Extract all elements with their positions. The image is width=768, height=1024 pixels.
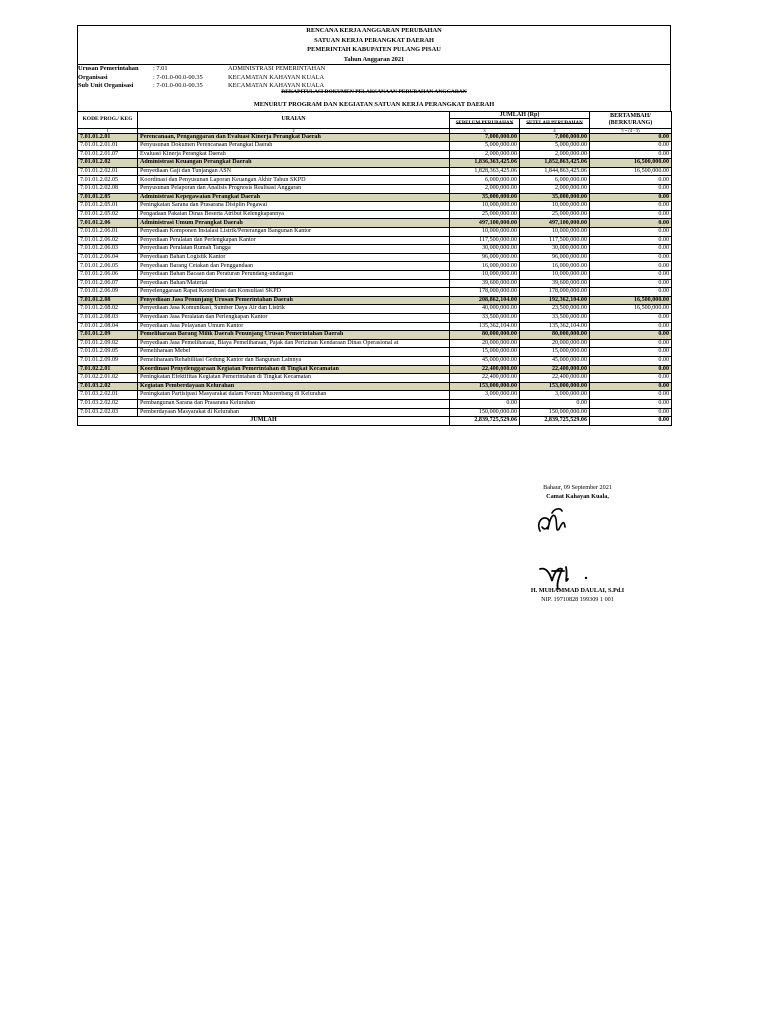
report-sheet bbox=[77, 25, 671, 426]
cell-uraian: Kegiatan Pemberdayaan Kelurahan bbox=[138, 382, 450, 391]
signature-place-date: Bahaur, 09 September 2021 bbox=[543, 484, 612, 491]
sub-header-strike: REKAPITULASI DOKUMEN PELAKSANAAN PERUBAHAN ANGGARAN bbox=[281, 88, 467, 94]
info-value: : 7.01 bbox=[153, 65, 168, 72]
table-row bbox=[78, 399, 672, 408]
cell-uraian: Penyediaan Bahan Bacaan dan Peraturan Perundang-undangan bbox=[138, 271, 450, 280]
cell-uraian: Penyelenggaraan Rapat Koordinasi dan Konsultasi SKPD bbox=[138, 288, 450, 297]
cell-uraian: Pemberdayaan Masyarakat di Kelurahan bbox=[138, 408, 450, 417]
info-block bbox=[77, 64, 671, 91]
cell-uraian: Pengadaan Pakaian Dinas Beserta Atribut Kelengkapannya bbox=[138, 210, 450, 219]
cell-sebelum: 40,000,000.00 bbox=[450, 305, 520, 314]
cell-uraian: Penyediaan Jasa Peralatan dan Perlengkapan Kantor bbox=[138, 313, 450, 322]
table-row bbox=[78, 322, 672, 331]
cell-sebelum: 178,000,000.00 bbox=[450, 288, 520, 297]
cell-selisih: 0.00 bbox=[590, 245, 672, 254]
cell-selisih: 0.00 bbox=[590, 210, 672, 219]
cell-setelah: 178,000,000.00 bbox=[520, 288, 590, 297]
signature-title: Camat Kahayan Kuala, bbox=[546, 493, 609, 500]
cell-uraian: Koordinasi Penyelenggaraan Kegiatan Pemerintahan di Tingkat Kecamatan bbox=[138, 365, 450, 374]
cell-uraian: Administrasi Umum Perangkat Daerah bbox=[138, 219, 450, 228]
cell-uraian: Pemeliharaan Mebel bbox=[138, 348, 450, 357]
cell-kode: 7.01.01.2.08.02 bbox=[78, 305, 138, 314]
cell-selisih: 0.00 bbox=[590, 322, 672, 331]
cell-selisih: 0.00 bbox=[590, 236, 672, 245]
table-row bbox=[78, 279, 672, 288]
total-selisih: 0.00 bbox=[590, 417, 672, 426]
cell-setelah: 150,000,000.00 bbox=[520, 408, 590, 417]
cell-selisih: 0.00 bbox=[590, 374, 672, 383]
cell-setelah: 30,000,000.00 bbox=[520, 245, 590, 254]
program-row bbox=[78, 365, 672, 374]
cell-setelah: 2,000,000.00 bbox=[520, 150, 590, 159]
cell-uraian: Penyediaan Komponen Instalasi Listrik/Penerangan Bangunan Kantor bbox=[138, 228, 450, 237]
cell-sebelum: 6,000,000.00 bbox=[450, 176, 520, 185]
info-value: : 7-01.0-00.0-00.35 bbox=[153, 73, 203, 81]
cell-selisih: 0.00 bbox=[590, 228, 672, 237]
cell-kode: 7.01.01.2.06.05 bbox=[78, 262, 138, 271]
cell-setelah: 39,600,000.00 bbox=[520, 279, 590, 288]
table-row bbox=[78, 348, 672, 357]
cell-setelah: 80,000,000.00 bbox=[520, 331, 590, 340]
cell-selisih: 0.00 bbox=[590, 313, 672, 322]
cell-setelah: 0.00 bbox=[520, 399, 590, 408]
cell-sebelum: 16,000,000.00 bbox=[450, 262, 520, 271]
cell-kode: 7.01.01.2.09.02 bbox=[78, 339, 138, 348]
col-uraian-header: URAIAN bbox=[138, 111, 450, 128]
cell-uraian: Penyediaan Barang Cetakan dan Penggandaan bbox=[138, 262, 450, 271]
cell-uraian: Peningkatan Partisipasi Masyarakat dalam Forum Musrenbang di Kelurahan bbox=[138, 391, 450, 400]
cell-uraian: Penyediaan Jasa Pelayanan Umum Kantor bbox=[138, 322, 450, 331]
cell-selisih: 0.00 bbox=[590, 365, 672, 374]
total-sebelum: 2,839,725,529.06 bbox=[450, 417, 520, 426]
cell-setelah: 20,000,000.00 bbox=[520, 339, 590, 348]
signatory-nip: NIP. 19710828 199309 1 001 bbox=[541, 596, 614, 603]
col-number: 2 bbox=[138, 128, 450, 133]
cell-uraian: Peningkatan Sarana dan Prasarana Disiplin Pegawai bbox=[138, 202, 450, 211]
col-number: 5 = (4 - 3) bbox=[590, 128, 672, 133]
cell-uraian: Koordinasi dan Penyusunan Laporan Keuangan Akhir Tahun SKPD bbox=[138, 176, 450, 185]
table-row bbox=[78, 262, 672, 271]
cell-sebelum: 10,000,000.00 bbox=[450, 202, 520, 211]
cell-setelah: 6,000,000.00 bbox=[520, 176, 590, 185]
cell-selisih: 0.00 bbox=[590, 391, 672, 400]
cell-setelah: 15,000,000.00 bbox=[520, 348, 590, 357]
col-jumlah-header: JUMLAH (Rp) bbox=[450, 111, 590, 118]
cell-selisih: 0.00 bbox=[590, 202, 672, 211]
cell-kode: 7.01.01.2.02.01 bbox=[78, 167, 138, 176]
cell-sebelum: 0.00 bbox=[450, 399, 520, 408]
cell-sebelum: 1,828,363,425.06 bbox=[450, 167, 520, 176]
cell-sebelum: 135,362,104.00 bbox=[450, 322, 520, 331]
table-row bbox=[78, 391, 672, 400]
col-sebelum-header: SEBELUM PERUBAHAN bbox=[450, 118, 520, 128]
cell-uraian: Penyediaan Bahan/Material bbox=[138, 279, 450, 288]
cell-uraian: Penyediaan Gaji dan Tunjangan ASN bbox=[138, 167, 450, 176]
cell-kode: 7.01.01.2.09 bbox=[78, 331, 138, 340]
cell-uraian: Pembangunan Sarana dan Prasarana Kelurahan bbox=[138, 399, 450, 408]
table-body bbox=[78, 133, 672, 417]
cell-selisih: 0.00 bbox=[590, 142, 672, 151]
cell-selisih: 0.00 bbox=[590, 399, 672, 408]
cell-sebelum: 20,000,000.00 bbox=[450, 339, 520, 348]
cell-sebelum: 30,000,000.00 bbox=[450, 245, 520, 254]
col-number: 3 bbox=[450, 128, 520, 133]
cell-setelah: 3,000,000.00 bbox=[520, 391, 590, 400]
program-row bbox=[78, 331, 672, 340]
header-line-3: PEMERINTAH KABUPATEN PULANG PISAU bbox=[307, 46, 441, 53]
cell-setelah: 22,400,000.00 bbox=[520, 365, 590, 374]
cell-sebelum: 7,000,000.00 bbox=[450, 133, 520, 142]
info-desc: KECAMATAN KAHAYAN KUALA bbox=[228, 73, 325, 81]
cell-uraian: Penyusunan Dokumen Perencanaan Perangkat Daerah bbox=[138, 142, 450, 151]
cell-setelah: 33,500,000.00 bbox=[520, 313, 590, 322]
cell-sebelum: 497,100,000.00 bbox=[450, 219, 520, 228]
cell-setelah: 2,000,000.00 bbox=[520, 185, 590, 194]
program-row bbox=[78, 296, 672, 305]
cell-selisih: 0.00 bbox=[590, 356, 672, 365]
cell-uraian: Administrasi Keuangan Perangkat Daerah bbox=[138, 159, 450, 168]
cell-setelah: 192,362,104.00 bbox=[520, 296, 590, 305]
table-row bbox=[78, 228, 672, 237]
cell-kode: 7.01.01.2.06.04 bbox=[78, 253, 138, 262]
cell-kode: 7.01.01.2.09.09 bbox=[78, 356, 138, 365]
cell-selisih: 0.00 bbox=[590, 271, 672, 280]
info-desc: KECAMATAN KAHAYAN KUALA bbox=[228, 82, 325, 89]
handwritten-signature-1 bbox=[532, 505, 572, 537]
table-row bbox=[78, 185, 672, 194]
cell-sebelum: 10,000,000.00 bbox=[450, 271, 520, 280]
cell-sebelum: 39,600,000.00 bbox=[450, 279, 520, 288]
report-header bbox=[77, 25, 671, 64]
cell-setelah: 7,000,000.00 bbox=[520, 133, 590, 142]
cell-kode: 7.01.01.2.05.01 bbox=[78, 202, 138, 211]
cell-setelah: 16,000,000.00 bbox=[520, 262, 590, 271]
cell-uraian: Peningkatan Efektifitas Kegiatan Pemerintahan di Tingkat Kecamatan bbox=[138, 374, 450, 383]
cell-setelah: 10,000,000.00 bbox=[520, 271, 590, 280]
cell-sebelum: 35,000,000.00 bbox=[450, 193, 520, 202]
table-row bbox=[78, 288, 672, 297]
cell-sebelum: 80,000,000.00 bbox=[450, 331, 520, 340]
col-bertambah-header: BERTAMBAH/ (BERKURANG) bbox=[590, 111, 672, 128]
cell-kode: 7.01.01.2.02.08 bbox=[78, 185, 138, 194]
cell-sebelum: 153,000,000.00 bbox=[450, 382, 520, 391]
program-row bbox=[78, 219, 672, 228]
cell-kode: 7.01.03.2.02 bbox=[78, 382, 138, 391]
col-setelah-header: SETELAH PERUBAHAN bbox=[520, 118, 590, 128]
cell-kode: 7.01.01.2.06.03 bbox=[78, 245, 138, 254]
cell-kode: 7.01.03.2.02.02 bbox=[78, 399, 138, 408]
cell-selisih: 0.00 bbox=[590, 185, 672, 194]
cell-kode: 7.01.01.2.06.02 bbox=[78, 236, 138, 245]
cell-kode: 7.01.02.2.01 bbox=[78, 365, 138, 374]
info-row-urusan bbox=[78, 65, 670, 74]
cell-selisih: 0.00 bbox=[590, 348, 672, 357]
cell-selisih: 0.00 bbox=[590, 193, 672, 202]
cell-kode: 7.01.03.2.02.01 bbox=[78, 391, 138, 400]
cell-sebelum: 96,000,000.00 bbox=[450, 253, 520, 262]
cell-kode: 7.01.01.2.05.02 bbox=[78, 210, 138, 219]
cell-sebelum: 1,836,363,425.06 bbox=[450, 159, 520, 168]
cell-selisih: 16,500,000.00 bbox=[590, 167, 672, 176]
table-row bbox=[78, 356, 672, 365]
header-line-2: SATUAN KERJA PERANGKAT DAERAH bbox=[314, 36, 434, 44]
table-row bbox=[78, 202, 672, 211]
sub-header bbox=[77, 88, 671, 111]
budget-table bbox=[77, 111, 672, 426]
cell-sebelum: 2,000,000.00 bbox=[450, 185, 520, 194]
cell-setelah: 135,362,104.00 bbox=[520, 322, 590, 331]
table-row bbox=[78, 210, 672, 219]
cell-selisih: 0.00 bbox=[590, 408, 672, 417]
program-row bbox=[78, 382, 672, 391]
cell-selisih: 0.00 bbox=[590, 279, 672, 288]
cell-kode: 7.01.01.2.01.01 bbox=[78, 142, 138, 151]
table-row bbox=[78, 150, 672, 159]
cell-selisih: 0.00 bbox=[590, 382, 672, 391]
cell-sebelum: 15,000,000.00 bbox=[450, 348, 520, 357]
cell-selisih: 0.00 bbox=[590, 262, 672, 271]
info-label: Sub Unit Organisasi bbox=[78, 82, 134, 89]
cell-uraian: Pemeliharaan Barang Milik Daerah Penunjang Urusan Pemerintahan Daerah bbox=[138, 331, 450, 340]
cell-setelah: 25,000,000.00 bbox=[520, 210, 590, 219]
cell-kode: 7.01.01.2.01.07 bbox=[78, 150, 138, 159]
program-row bbox=[78, 159, 672, 168]
cell-selisih: 16,500,000.00 bbox=[590, 296, 672, 305]
cell-sebelum: 33,500,000.00 bbox=[450, 313, 520, 322]
table-row bbox=[78, 142, 672, 151]
cell-uraian: Penyediaan Peralatan dan Perlengkapan Kantor bbox=[138, 236, 450, 245]
col-kode-header: KODE PROG./ KEG bbox=[78, 111, 138, 128]
cell-selisih: 0.00 bbox=[590, 219, 672, 228]
cell-sebelum: 25,000,000.00 bbox=[450, 210, 520, 219]
cell-uraian: Administrasi Kepegawaian Perangkat Daerah bbox=[138, 193, 450, 202]
cell-uraian: Penyediaan Jasa Pemeliharaan, Biaya Pemeliharaan, Pajak dan Perizinan Kendaraan Dinas Operasional at bbox=[138, 339, 450, 348]
total-row bbox=[78, 417, 672, 426]
info-value: : 7-01.0-00.0-00.35 bbox=[153, 82, 203, 89]
program-row bbox=[78, 133, 672, 142]
cell-kode: 7.01.01.2.05 bbox=[78, 193, 138, 202]
table-row bbox=[78, 305, 672, 314]
table-row bbox=[78, 374, 672, 383]
cell-setelah: 497,100,000.00 bbox=[520, 219, 590, 228]
table-row bbox=[78, 408, 672, 417]
cell-selisih: 16,500,000.00 bbox=[590, 305, 672, 314]
cell-setelah: 23,500,000.00 bbox=[520, 305, 590, 314]
table-row bbox=[78, 313, 672, 322]
cell-kode: 7.01.03.2.02.03 bbox=[78, 408, 138, 417]
cell-selisih: 0.00 bbox=[590, 339, 672, 348]
cell-setelah: 1,844,863,425.06 bbox=[520, 167, 590, 176]
cell-setelah: 10,000,000.00 bbox=[520, 228, 590, 237]
info-row-organisasi bbox=[78, 74, 670, 83]
table-row bbox=[78, 167, 672, 176]
table-row bbox=[78, 176, 672, 185]
cell-setelah: 35,000,000.00 bbox=[520, 193, 590, 202]
cell-kode: 7.01.02.2.01.02 bbox=[78, 374, 138, 383]
cell-uraian: Penyusunan Pelaporan dan Analisis Prognosis Realisasi Anggaran bbox=[138, 185, 450, 194]
cell-uraian: Perencanaan, Penganggaran dan Evaluasi Kinerja Perangkat Daerah bbox=[138, 133, 450, 142]
cell-uraian: Evaluasi Kinerja Perangkat Daerah bbox=[138, 150, 450, 159]
cell-sebelum: 10,000,000.00 bbox=[450, 228, 520, 237]
cell-selisih: 0.00 bbox=[590, 331, 672, 340]
table-row bbox=[78, 245, 672, 254]
cell-sebelum: 45,000,000.00 bbox=[450, 356, 520, 365]
cell-setelah: 5,000,000.00 bbox=[520, 142, 590, 151]
cell-sebelum: 208,862,104.00 bbox=[450, 296, 520, 305]
cell-setelah: 45,000,000.00 bbox=[520, 356, 590, 365]
program-row bbox=[78, 193, 672, 202]
cell-kode: 7.01.01.2.09.05 bbox=[78, 348, 138, 357]
cell-kode: 7.01.01.2.06 bbox=[78, 219, 138, 228]
table-row bbox=[78, 236, 672, 245]
cell-kode: 7.01.01.2.08 bbox=[78, 296, 138, 305]
cell-sebelum: 5,000,000.00 bbox=[450, 142, 520, 151]
header-line-4: Tahun Anggaran 2021 bbox=[343, 55, 405, 63]
info-desc: ADMINISTRASI PEMERINTAHAN bbox=[228, 65, 326, 72]
table-row bbox=[78, 339, 672, 348]
cell-selisih: 16,500,000.00 bbox=[590, 159, 672, 168]
cell-sebelum: 22,400,000.00 bbox=[450, 365, 520, 374]
cell-selisih: 0.00 bbox=[590, 176, 672, 185]
table-row bbox=[78, 253, 672, 262]
cell-sebelum: 22,400,000.00 bbox=[450, 374, 520, 383]
cell-sebelum: 3,000,000.00 bbox=[450, 391, 520, 400]
cell-kode: 7.01.01.2.08.03 bbox=[78, 313, 138, 322]
cell-kode: 7.01.01.2.06.01 bbox=[78, 228, 138, 237]
cell-sebelum: 2,000,000.00 bbox=[450, 150, 520, 159]
cell-setelah: 10,000,000.00 bbox=[520, 202, 590, 211]
sub-header-title: MENURUT PROGRAM DAN KEGIATAN SATUAN KERJA PERANGKAT DAERAH bbox=[253, 100, 495, 108]
info-label: Urusan Pemerintahan bbox=[78, 65, 139, 72]
info-label: Organisasi bbox=[78, 73, 108, 81]
cell-kode: 7.01.01.2.06.07 bbox=[78, 279, 138, 288]
col-number: 4 bbox=[520, 128, 590, 133]
cell-setelah: 153,000,000.00 bbox=[520, 382, 590, 391]
cell-uraian: Penyediaan Jasa Penunjang Urusan Pemerintahan Daerah bbox=[138, 296, 450, 305]
cell-setelah: 96,000,000.00 bbox=[520, 253, 590, 262]
cell-kode: 7.01.01.2.08.04 bbox=[78, 322, 138, 331]
cell-sebelum: 150,000,000.00 bbox=[450, 408, 520, 417]
signature-block bbox=[490, 483, 665, 603]
cell-selisih: 0.00 bbox=[590, 288, 672, 297]
col-number: 1 bbox=[78, 128, 138, 133]
cell-kode: 7.01.01.2.06.09 bbox=[78, 288, 138, 297]
signatory-name: H. MUHAMMAD DAULAI, S.Pd.I bbox=[530, 587, 625, 594]
total-label: JUMLAH bbox=[78, 417, 450, 426]
table-row bbox=[78, 271, 672, 280]
total-setelah: 2,839,725,529.06 bbox=[520, 417, 590, 426]
cell-sebelum: 117,500,000.00 bbox=[450, 236, 520, 245]
cell-selisih: 0.00 bbox=[590, 253, 672, 262]
cell-uraian: Penyediaan Peralatan Rumah Tangga bbox=[138, 245, 450, 254]
cell-setelah: 1,852,863,425.06 bbox=[520, 159, 590, 168]
cell-selisih: 0.00 bbox=[590, 150, 672, 159]
cell-kode: 7.01.01.2.06.06 bbox=[78, 271, 138, 280]
header-line-1: RENCANA KERJA ANGGARAN PERUBAHAN bbox=[306, 27, 442, 34]
cell-uraian: Penyediaan Bahan Logistik Kantor bbox=[138, 253, 450, 262]
cell-kode: 7.01.01.2.02.05 bbox=[78, 176, 138, 185]
cell-kode: 7.01.01.2.01 bbox=[78, 133, 138, 142]
cell-uraian: Penyediaan Jasa Komunikasi, Sumber Daya Air dan Listrik bbox=[138, 305, 450, 314]
cell-kode: 7.01.01.2.02 bbox=[78, 159, 138, 168]
cell-setelah: 22,400,000.00 bbox=[520, 374, 590, 383]
cell-selisih: 0.00 bbox=[590, 133, 672, 142]
cell-setelah: 117,500,000.00 bbox=[520, 236, 590, 245]
cell-uraian: Pemeliharaan/Rehabilitasi Gedung Kantor dan Bangunan Lainnya bbox=[138, 356, 450, 365]
